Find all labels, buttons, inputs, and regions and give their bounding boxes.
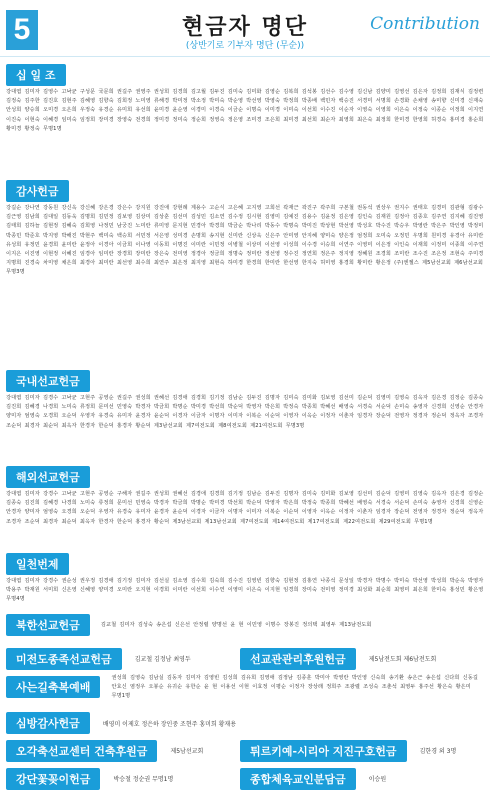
section-names: 권성희 김영숙 김남실 김동자 김미자 김영빈 김성희 김유희 김영애 김정남 김종훈 박미아 박영란 박인영 신숙희 송기환 송은근 송은섭 신다희 신동길 안효신 염정우 오봉순 유귀순 유한순 윤 현 이용선 이현 이효정 이평순 이정자 장상래 정희주 조광렬 조성숙 조춘석 최영두 홍주선 황은숙 황은미 무명1명 <box>111 675 478 700</box>
page-header <box>0 0 490 58</box>
section-unreached <box>6 648 236 670</box>
section-title: 북한선교헌금 <box>6 614 90 636</box>
section-names: 강대엽 김미자 김영수 고낙균 구성문 국문희 권길주 권영주 권성희 김경희 김고월 김두진 김미숙 김미화 김영순 김복희 김석봉 김선수 김수영 김신남 김양미 김영선 김은자 김정희 김재식 김정련 김정숙 김주한 김진호 김현주 김혜영 김향숙 김희정 노미영 류해경 박미정 박소정 박미숙 박순영 박선영 박영숙 박정희 박종배 백민자 백승진 서경미 서명희 손경화 손채영 송미향 신미경 신재숙 안성희 양승희 오미경 오은희 우정숙 유경순 유미희 유선희 윤미경 윤순영 이경미 이경숙 이금순 이명숙 이미경 이미숙 이선희 이수진 이순자 이영숙 이영희 이은숙 이정숙 이종순 이정희 이지연 이진숙 이현숙 이혜경 임미숙 임정희 장미경 장영숙 전경희 정미경 정미숙 정순희 정영숙 정은영 조미경 조은희 최미경 최선희 최순자 최영희 최은숙 최정희 한미경 한영희 허경숙 홍미경 홍순희 황미경 황정숙 무명1명 <box>6 89 484 132</box>
section-tithe <box>6 64 484 134</box>
section-title: 미전도종족선교헌금 <box>6 648 122 670</box>
section-names: 제5남전도회 제6남전도회 <box>368 656 437 663</box>
section-title: 튀르키예-시리아 지진구호헌금 <box>240 740 407 762</box>
section-mission-center <box>6 740 236 762</box>
section-title: 종합체육교인분담금 <box>240 768 356 790</box>
section-names: 강대엽 김미자 김경수 고낙균 고현주 공영순 권길주 권성희 권혜선 김경애 김경희 김기정 김남순 김두진 김명자 김미숙 김미화 김보영 김선미 김순덕 김영미 김영숙 김옥자 김은경 김정순 김종숙 김진희 김혜경 나경희 노미숙 류정희 문미선 민영숙 박경자 박금희 박명순 박미경 박선희 박순덕 박영자 박은희 박정숙 박종희 박혜선 배영숙 서경숙 서순덕 손미숙 송영자 신경희 신영순 안경자 양미자 엄영숙 오경희 오순덕 우영자 유경숙 유미자 윤경자 윤순덕 이경자 이금자 이명자 이미자 이복순 이순덕 이영자 이옥순 이정자 이춘자 임경자 장순덕 전영자 정경자 정순덕 정옥자 조경자 조순덕 최경자 최순덕 최옥자 한경자 한순덕 홍경자 황순덕 제3남선교회 제7여전도회 제8여전도회 제21여전도회 무명3명 <box>6 395 484 429</box>
section-earthquake-relief <box>240 740 485 762</box>
section-title: 해외선교헌금 <box>6 466 90 488</box>
page-number: 5 <box>6 10 38 50</box>
section-names: 이승원 <box>368 776 387 783</box>
contribution-label: Contribution <box>370 14 480 34</box>
section-thanksgiving <box>6 180 484 278</box>
section-names: 제5남선교회 <box>170 748 204 755</box>
section-title: 감사헌금 <box>6 180 69 202</box>
section-visitation-thanks <box>6 712 484 734</box>
section-mission-house <box>240 648 485 670</box>
section-overseas-mission <box>6 466 484 527</box>
header-divider <box>0 56 490 57</box>
section-title: 사는길축복예배 <box>6 676 100 698</box>
section-domestic-mission <box>6 370 484 431</box>
section-thousand-offering <box>6 553 484 605</box>
section-names: 배영미 이제호 정은하 장인중 조현주 홍미희 황재용 <box>102 720 237 728</box>
section-names: 김한경 외 3명 <box>419 748 457 755</box>
section-title: 강단꽃꽂이헌금 <box>6 768 100 790</box>
section-life-blessing <box>6 672 484 702</box>
section-altar-flowers <box>6 768 236 790</box>
section-names: 박승철 정순권 무명1명 <box>113 776 174 783</box>
section-names: 강대엽 김미자 강경수 고낙균 고현주 공영순 구해자 권길주 권성희 권혜선 김경애 김경희 김기정 김남순 김두진 김명자 김미숙 김미화 김보영 김선미 김순덕 김영미 김영숙 김옥자 김은경 김정순 김종숙 김진희 김혜경 나경희 노미숙 류정희 문미선 민영숙 박경자 박금희 박명순 박미경 박선희 박순덕 박영자 박은희 박정숙 박종희 박혜선 배영숙 서경숙 서순덕 손미숙 송영자 신경희 신영순 안경자 양미자 엄영숙 오경희 오순덕 우영자 유경숙 유미자 윤경자 윤순덕 이경자 이금자 이명자 이미자 이복순 이순덕 이영자 이옥순 이정자 이춘자 임경자 장순덕 전영자 정경자 정순덕 정옥자 조경자 조순덕 최경자 최순덕 최옥자 한경자 한순덕 홍경자 황순덕 제3남선교회 제13남선교회 제7여전도회 제14여전도회 제17여전도회 제22여전도회 제29여전도회 무명1명 <box>6 491 484 525</box>
section-names: 강대엽 김미자 강경수 권순성 권우정 김경애 김기정 김미자 김선실 김소영 김수희 김숙희 김수진 김영빈 김향숙 김현정 김홍연 나종석 문성일 박경자 박명수 박미숙 박선영 박성희 박순옥 박영자 박용주 박재원 서미희 신은영 신혜영 양미경 오미란 오지현 이경희 이미란 이선희 이수연 이영미 이은숙 이지현 임경희 장미숙 전미영 정미경 최성화 최순희 최영미 최은희 한미숙 홍성민 황은영 무명4명 <box>6 578 484 603</box>
page-subtitle: (상반기로 기부자 명단 (무순)) <box>185 41 305 51</box>
section-title: 일천번제 <box>6 553 69 575</box>
section-names: 김교철 김미자 김성숙 송은섭 신은선 안정렬 양명선 윤 현 이민영 이명수 장봉진 정의택 최영두 제13남전도회 <box>100 622 372 629</box>
section-gym-contribution <box>240 768 485 790</box>
section-north-korea <box>6 614 484 636</box>
section-names: 강길순 강나연 강동원 강신옥 강신혜 강은경 강은수 강지원 강진애 강현례 계용수 고순식 고은혜 고지영 고희선 곽재근 곽진구 곽주희 구본철 권동석 권상우 권지수 권태호 김경미 김관형 김광수 김근영 김남희 김대일 김동욱 김명희 김민정 김보영 김상미 김상훈 김선미 김성민 김소연 김수정 김시현 김영미 김예진 김용수 김윤정 김은영 김인숙 김재원 김정아 김종호 김주연 김지혜 김진영 김태희 김하늘 김현정 김혜숙 김희영 나정민 남궁진 노미란 류미영 문지현 민경아 박경희 박금순 박나리 박동수 박명숙 박미진 박상현 박선영 박성호 박수진 박승우 박영란 박은주 박인영 박정미 박종민 박준호 박지영 박해진 박현주 백미숙 백승희 서민정 서은영 성미경 손명희 송지현 신미란 신상욱 신은주 안미영 안지혜 양미숙 양은정 엄정희 오미숙 오정민 우명희 원미경 유경아 유미란 유성희 유정민 윤경희 윤미란 윤정아 이경아 이금희 이나영 이동희 이명진 이미란 이민정 이병철 이상미 이선영 이성희 이수경 이승희 이연주 이영미 이은정 이인숙 이재희 이정미 이종희 이주연 이지은 이진영 이현정 이혜진 임경아 임미란 장경희 장미란 장은숙 전미영 정경아 정금희 정명숙 정미란 정선영 정수진 정연희 정은주 정지영 정혜원 조경희 조미란 조수진 조은정 조현숙 주미경 지명희 진경숙 차미영 채은희 최경아 최미란 최선영 최수희 최연주 최은정 최지영 최현숙 하미경 한경희 한미란 한선영 한지숙 허미영 홍경희 황미란 황은정 (주)엔젤스 제5남선교회 제6남선교회 무명3명 <box>6 205 484 276</box>
section-title: 국내선교헌금 <box>6 370 90 392</box>
section-title: 심방감사헌금 <box>6 712 90 734</box>
section-title: 오각축선교센터 건축후원금 <box>6 740 157 762</box>
section-names: 김교철 김정남 최영두 <box>134 656 191 663</box>
page-title: 현금자 명단 <box>182 15 308 40</box>
section-title: 선교관관리후원헌금 <box>240 648 356 670</box>
section-title: 십 일 조 <box>6 64 66 86</box>
